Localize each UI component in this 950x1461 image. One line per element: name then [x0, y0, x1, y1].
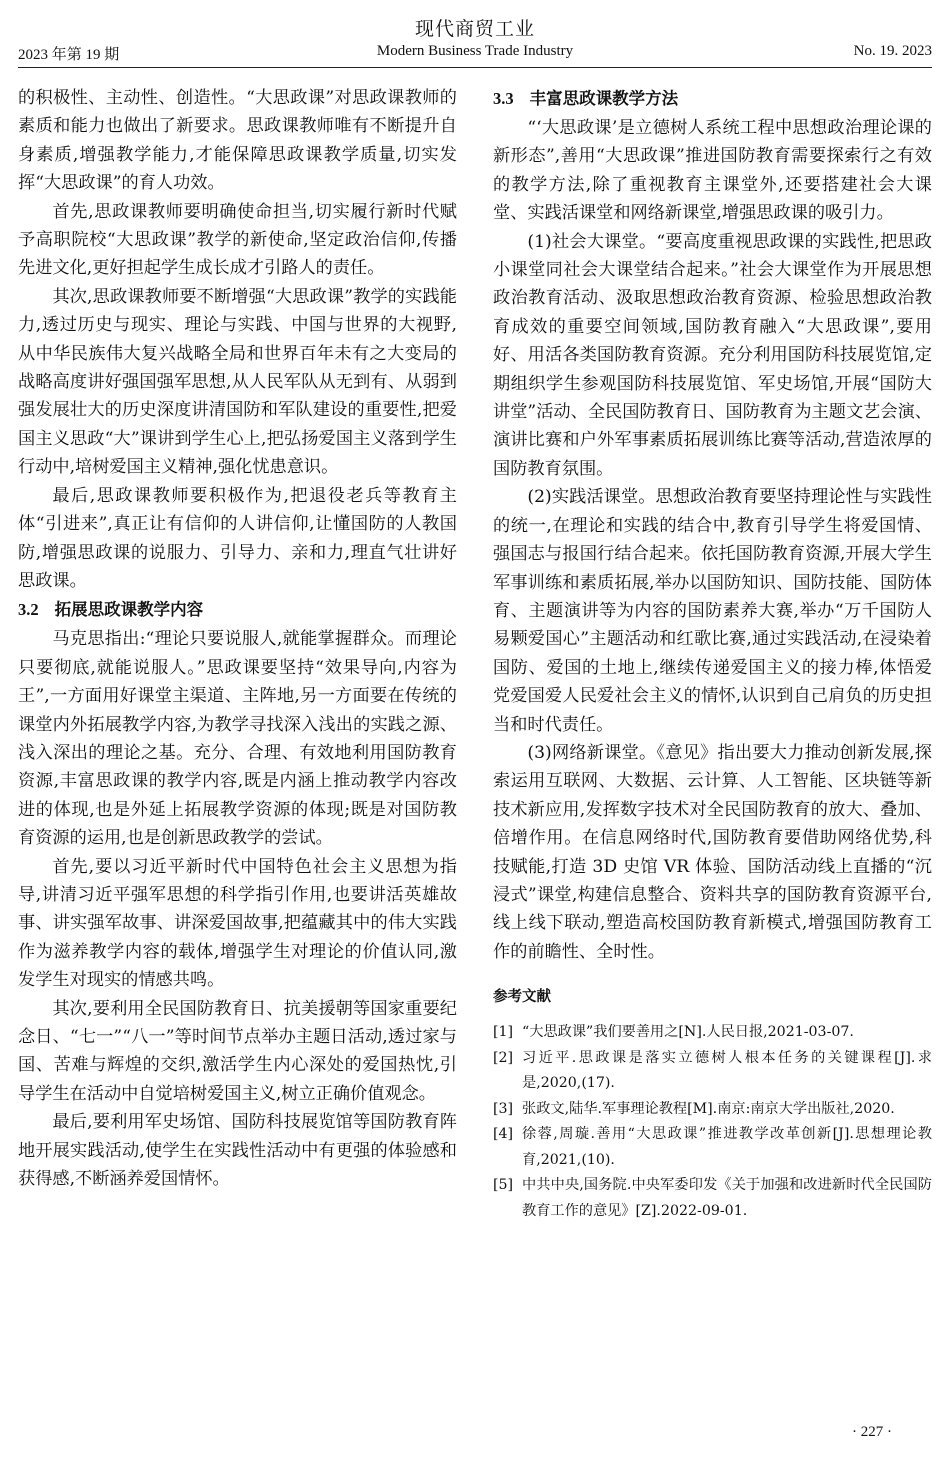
paragraph: “‘大思政课’是立德树人系统工程中思想政治理论课的新形态”,善用“大思政课”推进国防教育需要探索行之有效的教学方法,除了重视教育主课堂外,还要搭建社会大课堂、实践活课堂和网络新课堂,增强思政课的吸引力。	[493, 118, 932, 224]
reference-number: [3]	[493, 1100, 514, 1117]
reference-text: 习近平.思政课是落实立德树人根本任务的关键课程[J].求是,2020,(17).	[522, 1049, 932, 1092]
paragraph: (3)网络新课堂。《意见》指出要大力推动创新发展,探索运用互联网、大数据、云计算、人工智能、区块链等新技术新应用,发挥数字技术对全民国防教育的放大、叠加、倍增作用。在信息网络时代,国防教育要借助网络优势,科技赋能,打造 3D 史馆 VR 体验、国防活动线上直播的“沉浸式”课堂,构建信息整合、资料共享的国防教育资源平台,线上线下联动,塑造高校国防教育新模式,增强国防教育工作的前瞻性、全时性。	[493, 742, 932, 962]
reference-item	[493, 1020, 932, 1046]
section-number: 3.2	[18, 600, 39, 620]
issue-left: 2023 年第 19 期	[18, 47, 120, 63]
section-title: 拓展思政课教学内容	[54, 600, 204, 620]
paragraph: 马克思指出:“理论只要说服人,就能掌握群众。而理论只要彻底,就能说服人。”思政课要坚持“效果导向,内容为王”,一方面用好课堂主渠道、主阵地,另一方面要在传统的课堂内外拓展教学内容,为教学寻找深入浅出的实践之源、浅入深出的理论之基。充分、合理、有效地利用国防教育资源,丰富思政课的教学内容,既是内涵上推动教学内容改进的体现,也是外延上拓展教学资源的体现;既是对国防教育资源的运用,也是创新思政教学的尝试。	[18, 629, 457, 849]
reference-number: [1]	[493, 1024, 514, 1041]
issue-right: No. 19. 2023	[853, 43, 932, 59]
paragraph: 首先,思政课教师要明确使命担当,切实履行新时代赋予高职院校“大思政课”教学的新使命,坚定政治信仰,传播先进文化,更好担起学生成长成才引路人的责任。	[18, 201, 457, 279]
section-title: 丰富思政课教学方法	[529, 89, 679, 108]
reference-text: 徐蓉,周璇.善用“大思政课”推进教学改革创新[J].思想理论教育,2021,(10).	[522, 1126, 932, 1168]
paragraph: 最后,思政课教师要积极作为,把退役老兵等教育主体“引进来”,真正让有信仰的人讲信仰,让懂国防的人教国防,增强思政课的说服力、引导力、亲和力,理直气壮讲好思政课。	[18, 485, 457, 591]
reference-text: 张政文,陆华.军事理论教程[M].南京:南京大学出版社,2020.	[522, 1100, 895, 1117]
reference-number: [5]	[493, 1177, 514, 1194]
reference-item	[493, 1122, 932, 1173]
paragraph: 最后,要利用军史场馆、国防科技展览馆等国防教育阵地开展实践活动,使学生在实践性活动中有更强的体验感和获得感,不断涵养爱国情怀。	[18, 1112, 457, 1190]
paragraph: 首先,要以习近平新时代中国特色社会主义思想为指导,讲清习近平强军思想的科学指引作用,也要讲活英雄故事、讲实强军故事、讲深爱国故事,把蕴藏其中的伟大实践作为滋养教学内容的载体,增强学生对理论的价值认同,激发学生对现实的情感共鸣。	[18, 856, 457, 991]
journal-english-title: Modern Business Trade Industry	[376, 43, 574, 59]
references-title: 参考文献	[493, 989, 551, 1006]
paragraph: 其次,要利用全民国防教育日、抗美援朝等国家重要纪念日、“七一”“八一”等时间节点举办主题日活动,透过家与国、苦难与辉煌的交织,激活学生内心深处的爱国热忱,引导学生在活动中自觉培树爱国主义,树立正确价值观念。	[18, 998, 457, 1104]
left-column	[18, 84, 457, 1193]
reference-number: [2]	[493, 1049, 514, 1066]
reference-list	[493, 1020, 932, 1224]
reference-text: “大思政课”我们要善用之[N].人民日报,2021-03-07.	[522, 1024, 854, 1041]
header-divider	[18, 67, 932, 68]
reference-item	[493, 1173, 932, 1224]
paragraph: 其次,思政课教师要不断增强“大思政课”教学的实践能力,透过历史与现实、理论与实践、中国与世界的大视野,从中华民族伟大复兴战略全局和世界百年未有之大变局的战略高度讲好强国强军思想,从人民军队从无到有、从弱到强发展壮大的历史深度讲清国防和军队建设的重要性,把爱国主义思政“大”课讲到学生心上,把弘扬爱国主义落到学生行动中,培树爱国主义精神,强化忧患意识。	[18, 286, 457, 478]
running-header	[18, 43, 932, 65]
paragraph: (1)社会大课堂。“要高度重视思政课的实践性,把思政小课堂同社会大课堂结合起来。”社会大课堂作为开展思想政治教育活动、汲取思想政治教育资源、检验思想政治教育成效的重要空间领域,国防教育融入“大思政课”,要用好、用活各类国防教育资源。充分利用国防科技展览馆,定期组织学生参观国防科技展览馆、军史场馆,开展“国防大讲堂”活动、全民国防教育日、国防教育为主题文艺会演、演讲比赛和户外军事素质拓展训练比赛等活动,营造浓厚的国防教育氛围。	[493, 231, 932, 479]
right-column	[493, 84, 932, 1224]
paragraph: 的积极性、主动性、创造性。“大思政课”对思政课教师的素质和能力也做出了新要求。思政课教师唯有不断提升自身素质,增强教学能力,才能保障思政课教学质量,切实发挥“大思政课”的育人功效。	[18, 88, 457, 194]
section-number: 3.3	[493, 89, 514, 108]
reference-text: 中共中央,国务院.中央军委印发《关于加强和改进新时代全民国防教育工作的意见》[Z].2022-09-01.	[522, 1177, 932, 1219]
section-heading-3-2	[18, 595, 457, 625]
reference-item	[493, 1046, 932, 1097]
section-heading-3-3	[493, 84, 932, 114]
journal-title: 现代商贸工业	[414, 18, 535, 40]
page-number: · 227 ·	[852, 1424, 892, 1440]
reference-number: [4]	[493, 1126, 514, 1143]
reference-item	[493, 1097, 932, 1123]
paragraph: (2)实践活课堂。思想政治教育要坚持理论性与实践性的统一,在理论和实践的结合中,教育引导学生将爱国情、强国志与报国行结合起来。依托国防教育资源,开展大学生军事训练和素质拓展,举办以国防知识、国防技能、国防体育、主题演讲等为内容的国防素养大赛,举办“万千国防人 易颗爱国心”主题活动和红歌比赛,通过实践活动,在浸染着国防、爱国的土地上,继续传递爱国主义的接力棒,体悟爱党爱国爱人民爱社会主义的情怀,认识到自己肩负的历史担当和时代责任。	[493, 487, 932, 735]
